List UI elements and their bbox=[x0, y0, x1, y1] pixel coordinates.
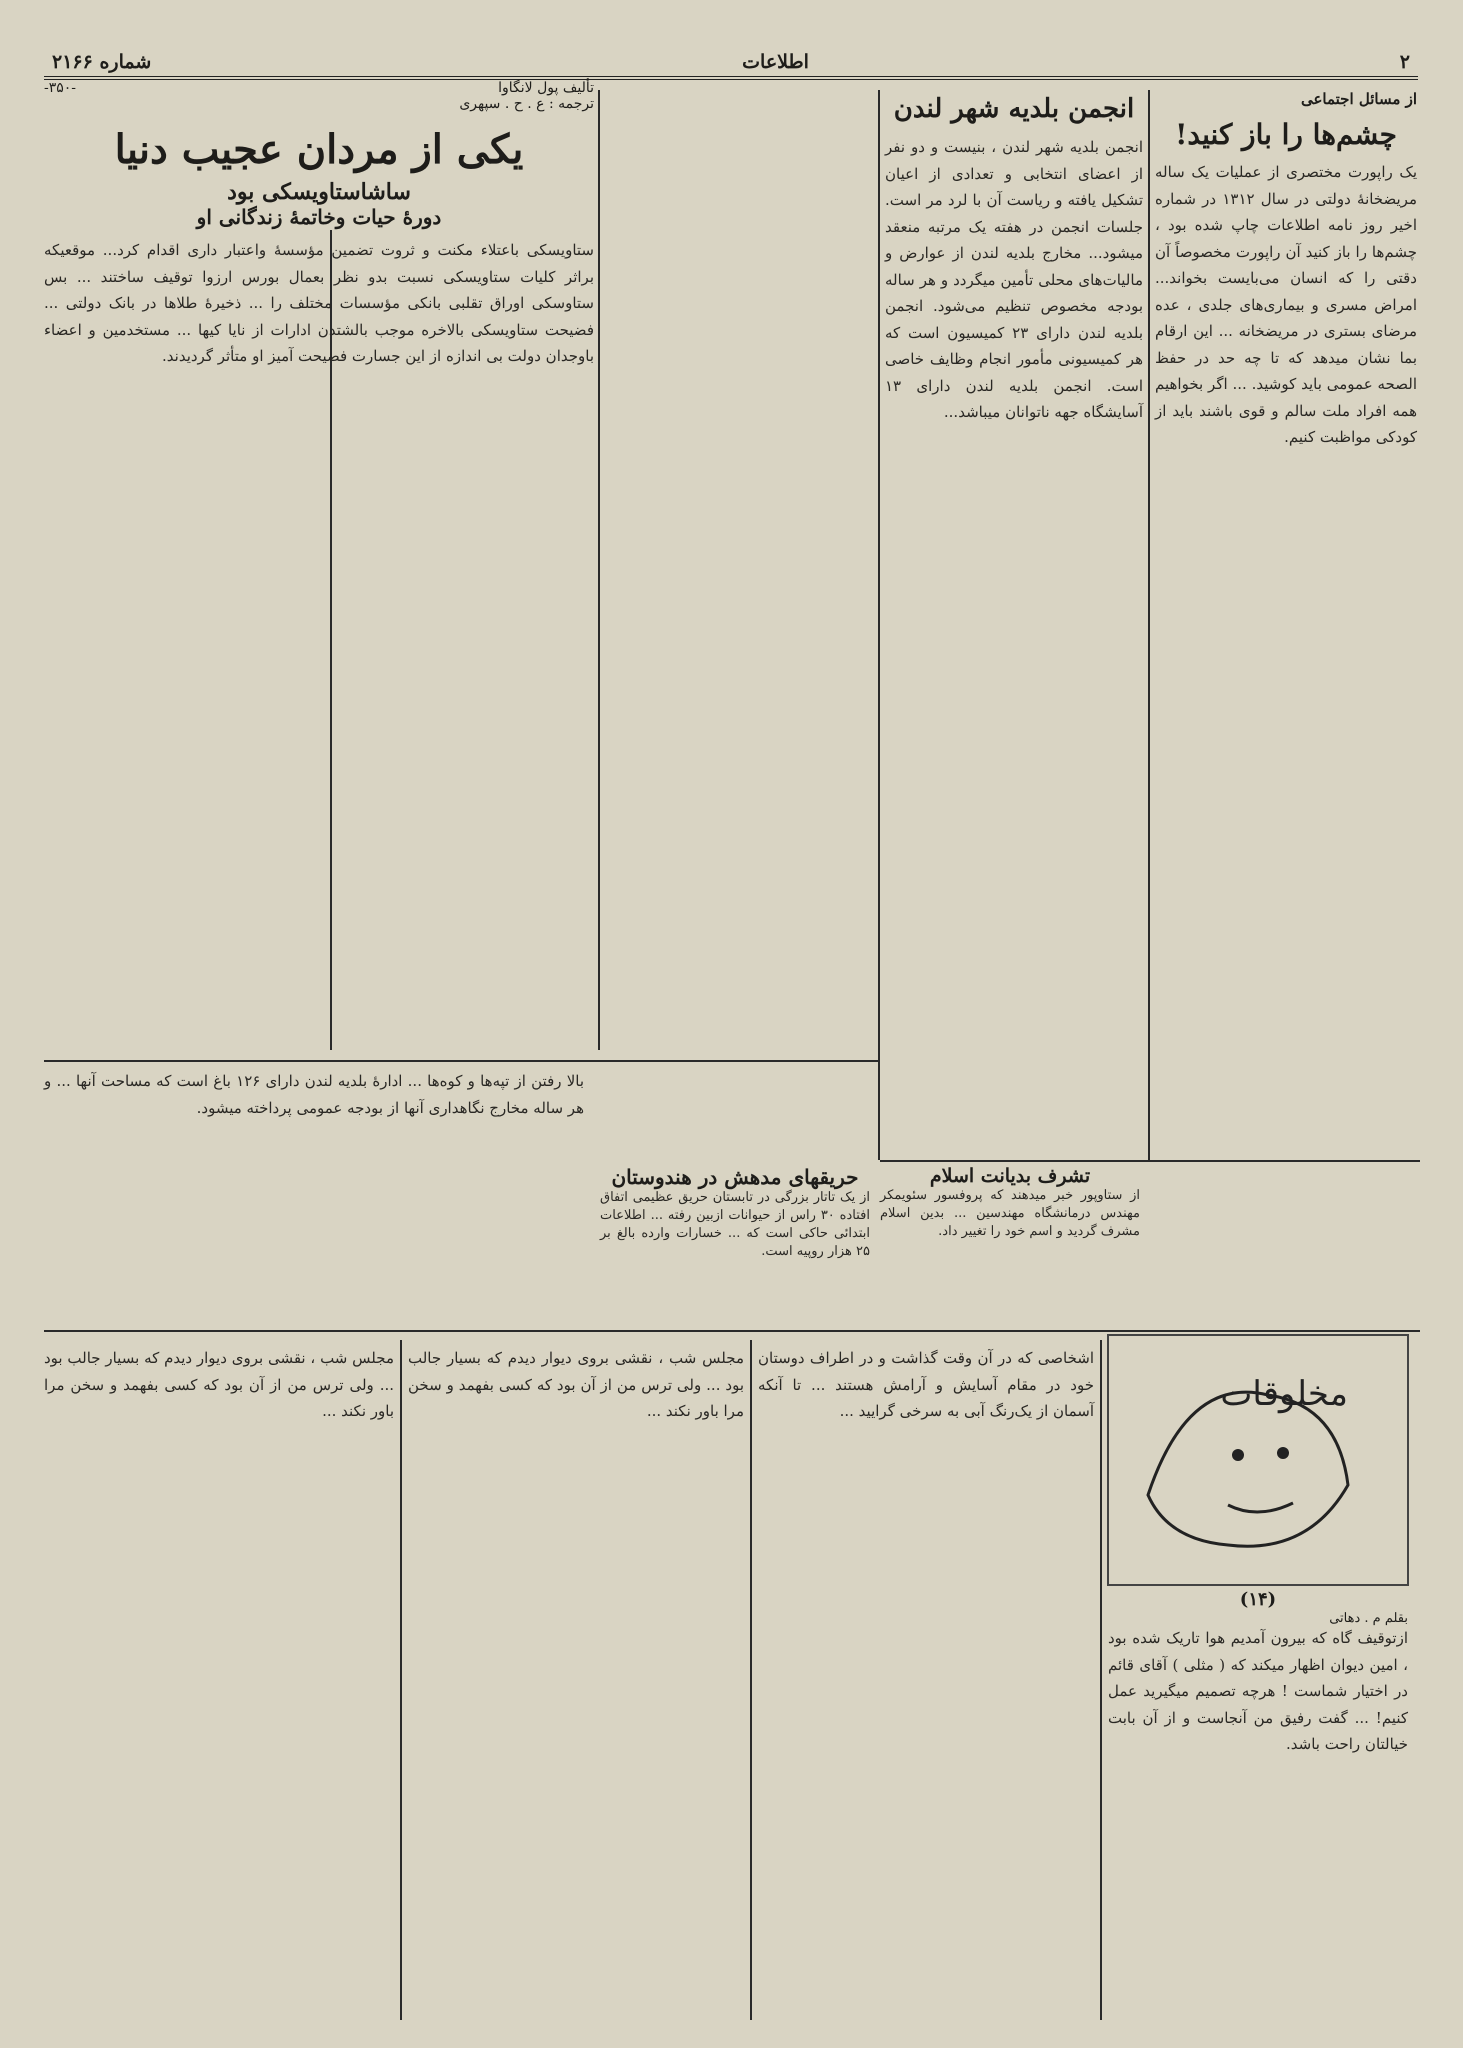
issue-number: شماره ۲۱۶۶ bbox=[52, 51, 152, 73]
article-body: اشخاصی که در آن وقت گذاشت و در اطراف دوستان خود در مقام آسایش و آرامش هستند ... تا آنکه آسمان از یک‌رنگ آبی به سرخی گرایید ... bbox=[753, 1349, 1094, 1420]
article-subtitle: ساشاستاویسکی بود bbox=[227, 179, 411, 205]
cartoon-heading: مخلوقات bbox=[1220, 1374, 1348, 1414]
column-rule bbox=[598, 90, 600, 1050]
column-rule bbox=[750, 1340, 752, 2020]
article-title: چشم‌ها را باز کنید! bbox=[1175, 118, 1397, 151]
article-body: از ستاوپور خبر میدهند که پروفسور سئویمکر مهندس درمانشگاه مهندسین ... بدین اسلام مشرف گردید و اسم خود را تغییر داد. bbox=[875, 1188, 1140, 1239]
article-subtitle: دورهٔ حیات وخاتمهٔ زندگانی او bbox=[196, 205, 442, 229]
article-title: یکی از مردان عجیب دنیا bbox=[114, 126, 524, 173]
article-social-issues bbox=[1150, 90, 1417, 1155]
article-body: مجلس شب ، نقشی بروی دیوار دیدم که بسیار جالب بود ... ولی ترس من از آن بود که کسی بفهمد و سخن مرا باور نکند ... bbox=[403, 1349, 744, 1420]
cartoon-box bbox=[1108, 1335, 1408, 1626]
article-title: تشرف بدیانت اسلام bbox=[929, 1165, 1091, 1187]
section-rule bbox=[44, 1060, 879, 1062]
satire-byline: بقلم م . دهاتی bbox=[1329, 1611, 1408, 1626]
article-parks bbox=[39, 1068, 584, 1323]
article-title: حریقهای مدهش در هندوستان bbox=[611, 1165, 859, 1189]
article-body: از یک تاتار بزرگی در تابستان حریق عظیمی اتفاق افتاده ۳۰ راس از حیوانات ازبین رفته ... اطلاعات ابتدائی حاکی است که ... خسارات وارده بالغ بر ۲۵ هزار روپیه است. bbox=[595, 1190, 870, 1259]
section-rule bbox=[880, 1160, 1420, 1162]
newspaper-name: اطلاعات bbox=[742, 51, 809, 73]
satire-number: (۱۴) bbox=[1239, 1589, 1277, 1610]
article-body: یک راپورت مختصری از عملیات یک ساله مریضخانهٔ دولتی در سال ۱۳۱۲ در شماره اخیر روز نامه اطلاعات چاپ شده بود ، چشم‌ها را باز کنید آن راپورت مخصوصاً آن دقتی را که انسان می‌بایست بخواند... امراض مسری و بیماری‌های جلدی ، عده مرضای بستری در مریضخانه ... این ارقام بما نشان میدهد که تا چه حد در حفظ الصحه عمومی باید کوشید. ... اگر بخواهیم همه افراد ملت سالم و قوی باشند باید از کودکی مواظبت کنیم. bbox=[1150, 163, 1417, 446]
author-line: تألیف پول لانگاوا bbox=[498, 80, 594, 96]
article-title: انجمن بلدیه شهر لندن bbox=[893, 94, 1135, 124]
article-fires-india bbox=[595, 1165, 870, 1325]
bottom-column-middle bbox=[753, 1345, 1094, 2015]
article-body: بالا رفتن از تپه‌ها و کوه‌ها ... ادارهٔ بلدیه لندن دارای ۱۲۶ باغ است که مساحت آنها ... و هر ساله مخارج نگاهداری آنها از بودجه عمومی پرداخته میشود. bbox=[39, 1072, 584, 1117]
column-rule bbox=[1100, 1340, 1102, 2020]
satire-text bbox=[1103, 1625, 1408, 2020]
bottom-column-center bbox=[403, 1345, 744, 2015]
column-rule bbox=[400, 1340, 402, 2020]
article-stavisky bbox=[39, 80, 594, 1055]
article-body: ستاویسکی باعتلاء مکنت و ثروت تضمین مؤسسهٔ واعتبار داری اقدام کرد... موقعیکه براثر کلیات ستاویسکی نسبت بدو نظر بعمال بورس ارزوا توقیف ساختند ... بس ستاوسکی اوراق تقلبی بانکی مؤسسات مختلف را ... ذخیرهٔ طلاها در بانک دولتی ... فضیحت ستاویسکی بالاخره موجب بالشتدن ادارات از نایا کیها ... مستخدمین و اعضاء باوجدان دولت بی اندازه از این جسارت فضیحت آمیز او متأثر گردیدند. bbox=[39, 241, 594, 365]
section-label: از مسائل اجتماعی bbox=[1300, 90, 1417, 108]
article-london-council bbox=[880, 90, 1143, 1055]
bottom-column-left bbox=[39, 1345, 394, 2015]
article-body: ازتوقیف گاه که بیرون آمدیم هوا تاریک شده بود ، امین دیوان اظهار میکند که ( مثلی ) آقای قائم در اختیار شماست ! هرچه تصمیم میگیرید عمل کنیم! ... گفت رفیق من آنجاست و از آن بابت خیالتان راحت باشد. bbox=[1103, 1629, 1408, 1753]
translator-line: ترجمه : ع . ح . سپهری bbox=[459, 96, 594, 112]
article-body: انجمن بلدیه شهر لندن ، بنیست و دو نفر از اعضای انتخابی و تعدادی از اعیان تشکیل یافته و ریاست آن با لرد مر است. جلسات انجمن در هفته یک مرتبه منعقد میشود... مخارج بلدیه لندن از عوارض و مالیات‌های محلی تأمین میگردد و هر ساله بودجه مخصوص تنظیم می‌شود. انجمن بلدیه لندن دارای ۲۳ کمیسیون است که هر کمیسیونی مأمور انجام وظایف خاصی است. انجمن بلدیه لندن دارای ۱۳ آسایشگاه جهه ناتوانان میباشد... bbox=[880, 138, 1143, 421]
page-number: ۲ bbox=[1399, 51, 1410, 73]
section-rule bbox=[44, 1330, 1420, 1332]
article-body: مجلس شب ، نقشی بروی دیوار دیدم که بسیار جالب بود ... ولی ترس من از آن بود که کسی بفهمد و سخن مرا باور نکند ... bbox=[39, 1349, 394, 1420]
article-conversion bbox=[875, 1165, 1140, 1325]
page-reference: -۳۵۰- bbox=[44, 80, 77, 96]
satire-illustration bbox=[1108, 1335, 1408, 1585]
page-header bbox=[44, 48, 1418, 80]
